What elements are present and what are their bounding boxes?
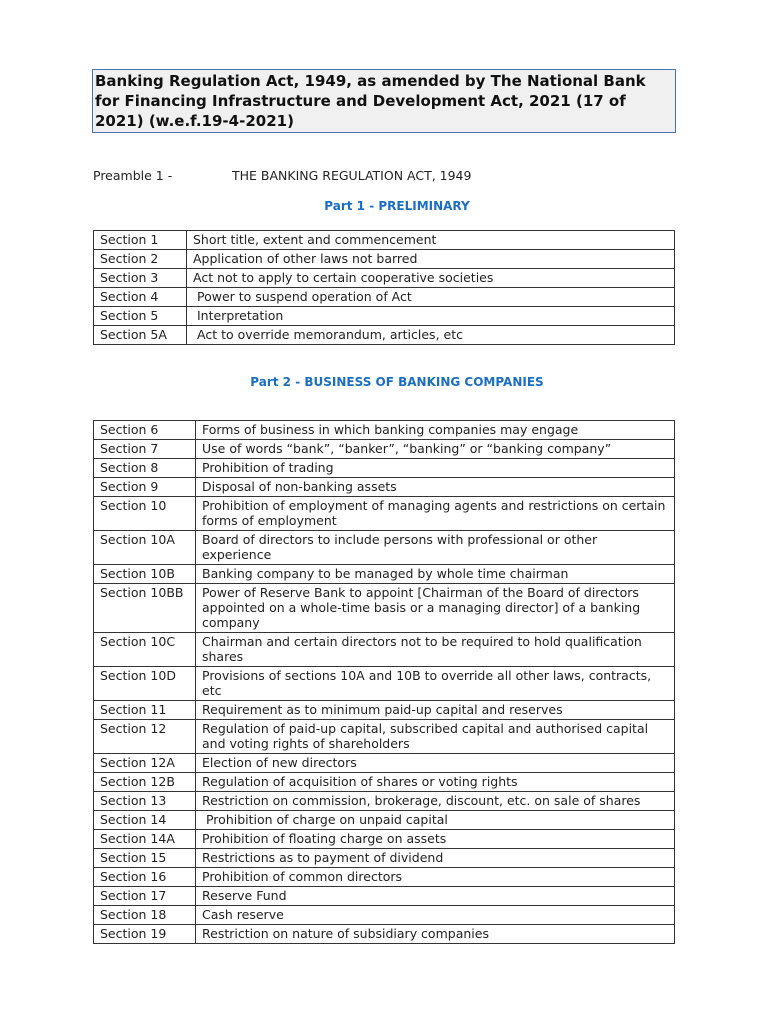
- section-number: Section 3: [94, 269, 187, 288]
- section-number: Section 14A: [94, 830, 196, 849]
- table-row: [94, 792, 675, 811]
- section-title: Power to suspend operation of Act: [187, 288, 675, 307]
- part-1-sections-table: [93, 230, 675, 345]
- preamble: [93, 168, 471, 183]
- section-title: Application of other laws not barred: [187, 250, 675, 269]
- table-row: [94, 906, 675, 925]
- table-row: [94, 565, 675, 584]
- table-row: [94, 887, 675, 906]
- table-row: [94, 830, 675, 849]
- table-row: [94, 925, 675, 944]
- table-row: [94, 326, 675, 345]
- section-number: Section 6: [94, 421, 196, 440]
- table-row: [94, 269, 675, 288]
- section-title: Provisions of sections 10A and 10B to override all other laws, contracts, etc: [196, 667, 675, 701]
- table-row: [94, 459, 675, 478]
- section-title: Board of directors to include persons with professional or other experience: [196, 531, 675, 565]
- section-title: Use of words “bank”, “banker”, “banking” or “banking company”: [196, 440, 675, 459]
- section-title: Prohibition of employment of managing agents and restrictions on certain forms of employment: [196, 497, 675, 531]
- section-number: Section 10: [94, 497, 196, 531]
- table-row: [94, 584, 675, 633]
- section-number: Section 7: [94, 440, 196, 459]
- table-row: [94, 701, 675, 720]
- section-number: Section 12A: [94, 754, 196, 773]
- section-number: Section 18: [94, 906, 196, 925]
- section-number: Section 9: [94, 478, 196, 497]
- table-row: [94, 849, 675, 868]
- section-number: Section 10C: [94, 633, 196, 667]
- section-title: Act to override memorandum, articles, etc: [187, 326, 675, 345]
- section-title: Interpretation: [187, 307, 675, 326]
- table-row: [94, 250, 675, 269]
- table-row: [94, 497, 675, 531]
- part-2-heading: Part 2 - BUSINESS OF BANKING COMPANIES: [250, 375, 544, 389]
- section-number: Section 12: [94, 720, 196, 754]
- section-title: Requirement as to minimum paid-up capital and reserves: [196, 701, 675, 720]
- table-row: [94, 667, 675, 701]
- section-number: Section 10BB: [94, 584, 196, 633]
- table-row: [94, 307, 675, 326]
- section-title: Reserve Fund: [196, 887, 675, 906]
- table-row: [94, 288, 675, 307]
- table-row: [94, 231, 675, 250]
- section-title: Regulation of paid-up capital, subscribed capital and authorised capital and voting rights of shareholders: [196, 720, 675, 754]
- section-title: Prohibition of common directors: [196, 868, 675, 887]
- section-number: Section 5: [94, 307, 187, 326]
- table-row: [94, 868, 675, 887]
- section-title: Restriction on commission, brokerage, discount, etc. on sale of shares: [196, 792, 675, 811]
- section-title: Disposal of non-banking assets: [196, 478, 675, 497]
- table-row: [94, 478, 675, 497]
- section-number: Section 16: [94, 868, 196, 887]
- section-number: Section 1: [94, 231, 187, 250]
- section-number: Section 10A: [94, 531, 196, 565]
- section-title: Chairman and certain directors not to be required to hold qualification shares: [196, 633, 675, 667]
- section-title: Cash reserve: [196, 906, 675, 925]
- section-number: Section 19: [94, 925, 196, 944]
- table-row: [94, 440, 675, 459]
- section-number: Section 15: [94, 849, 196, 868]
- section-number: Section 10B: [94, 565, 196, 584]
- section-title: Power of Reserve Bank to appoint [Chairman of the Board of directors appointed on a whole-time basis or a managing director] of a banking company: [196, 584, 675, 633]
- table-row: [94, 531, 675, 565]
- section-title: Restriction on nature of subsidiary companies: [196, 925, 675, 944]
- section-title: Act not to apply to certain cooperative societies: [187, 269, 675, 288]
- section-title: Prohibition of floating charge on assets: [196, 830, 675, 849]
- section-title: Forms of business in which banking companies may engage: [196, 421, 675, 440]
- section-title: Banking company to be managed by whole time chairman: [196, 565, 675, 584]
- section-title: Prohibition of trading: [196, 459, 675, 478]
- section-number: Section 10D: [94, 667, 196, 701]
- part-1-heading: Part 1 - PRELIMINARY: [324, 199, 470, 213]
- table-row: [94, 811, 675, 830]
- table-row: [94, 720, 675, 754]
- part-2-sections-table: [93, 420, 675, 944]
- section-number: Section 4: [94, 288, 187, 307]
- section-title: Restrictions as to payment of dividend: [196, 849, 675, 868]
- section-number: Section 11: [94, 701, 196, 720]
- section-number: Section 8: [94, 459, 196, 478]
- table-row: [94, 773, 675, 792]
- section-number: Section 17: [94, 887, 196, 906]
- preamble-label: Preamble 1 -: [93, 168, 173, 183]
- section-title: Regulation of acquisition of shares or voting rights: [196, 773, 675, 792]
- document-title: Banking Regulation Act, 1949, as amended by The National Bank for Financing Infrastructure and Development Act, 2021 (17 of 2021) (w.e.f.19-4-2021): [92, 69, 676, 133]
- section-number: Section 13: [94, 792, 196, 811]
- section-title: Election of new directors: [196, 754, 675, 773]
- section-number: Section 12B: [94, 773, 196, 792]
- section-title: Prohibition of charge on unpaid capital: [196, 811, 675, 830]
- preamble-text: THE BANKING REGULATION ACT, 1949: [232, 168, 472, 183]
- section-number: Section 2: [94, 250, 187, 269]
- table-row: [94, 633, 675, 667]
- section-title: Short title, extent and commencement: [187, 231, 675, 250]
- table-row: [94, 421, 675, 440]
- table-row: [94, 754, 675, 773]
- section-number: Section 14: [94, 811, 196, 830]
- section-number: Section 5A: [94, 326, 187, 345]
